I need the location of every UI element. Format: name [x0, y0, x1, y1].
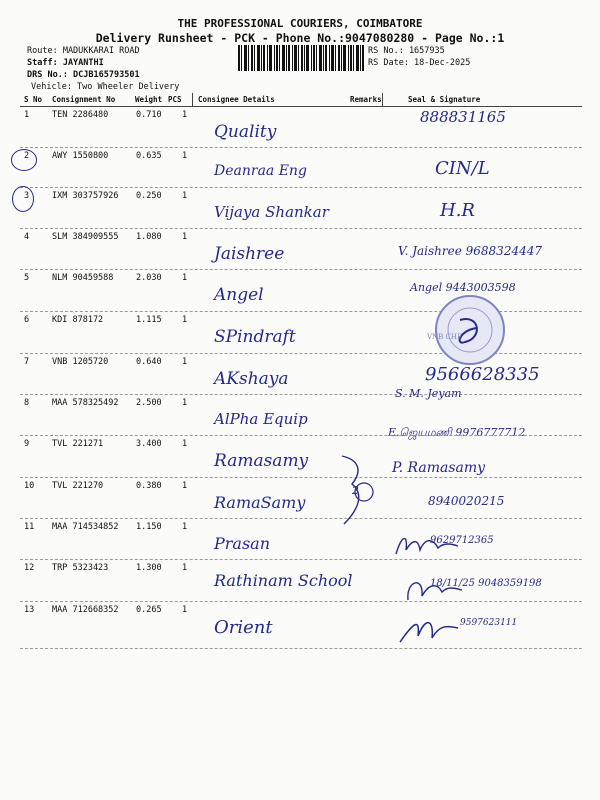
row-sno: 12 [24, 563, 35, 573]
row-consignment-no: SLM 384909555 [52, 232, 119, 242]
rs-date-label: RS Date: 18-Dec-2025 [368, 58, 471, 68]
row-separator [20, 269, 582, 270]
row-pcs: 1 [182, 481, 188, 491]
row-consignee-handwritten: Jaishree [214, 244, 285, 264]
col-seal: Seal & Signature [408, 95, 481, 104]
col-weight: Weight [135, 95, 163, 104]
row-sno: 10 [24, 481, 35, 491]
row-sno: 13 [24, 605, 35, 615]
row-separator [20, 477, 582, 478]
row-seal-signature: 9597623111 [460, 618, 518, 628]
row-consignment-no: MAA 714534852 [52, 522, 119, 532]
row-weight: 1.080 [136, 232, 162, 242]
row-weight: 0.250 [136, 191, 162, 201]
row-consignment-no: TEN 2286480 [52, 110, 109, 120]
col-pcs: PCS [168, 95, 182, 104]
row-pcs: 1 [182, 151, 188, 161]
row-separator [20, 435, 582, 436]
company-seal-stamp [425, 290, 515, 370]
row-consignee-handwritten: Deanraa Eng [214, 163, 307, 179]
row-weight: 2.030 [136, 273, 162, 283]
row-pcs: 1 [182, 439, 188, 449]
row-consignee-handwritten: AKshaya [214, 369, 289, 389]
company-title: THE PROFESSIONAL COURIERS, COIMBATORE [177, 17, 423, 30]
row-consignee-handwritten: Angel [214, 285, 264, 305]
row-weight: 0.380 [136, 481, 162, 491]
row-weight: 1.150 [136, 522, 162, 532]
row-consignee-handwritten: Quality [214, 122, 277, 142]
signature-row7-name: S. M. Jeyam [395, 387, 462, 400]
col-sno: S No [24, 95, 43, 104]
signature-row12 [402, 570, 472, 608]
row-sno: 7 [24, 357, 30, 367]
row-weight: 1.115 [136, 315, 162, 325]
col-consignee: Consignee Details [198, 95, 275, 104]
row-separator [20, 559, 582, 560]
row-consignee-handwritten: Orient [214, 617, 273, 638]
header-rule [20, 106, 582, 107]
row-seal-signature: 8940020215 [428, 494, 505, 508]
row-consignment-no: MAA 712668352 [52, 605, 119, 615]
row-pcs: 1 [182, 110, 188, 120]
row-weight: 0.710 [136, 110, 162, 120]
row-separator [20, 187, 582, 188]
row-seal-signature: 18/11/25 9048359198 [430, 578, 542, 589]
row-pcs: 1 [182, 232, 188, 242]
bracket-mark-label: 2 [352, 484, 359, 497]
row-seal-signature: H.R [440, 200, 475, 221]
row-pcs: 1 [182, 191, 188, 201]
col-consignment: Consignment No [52, 95, 116, 104]
vehicle-label: Vehicle: Two Wheeler Delivery [31, 82, 180, 92]
row-consignment-no: TVL 221270 [52, 481, 104, 491]
row-weight: 0.265 [136, 605, 162, 615]
row-weight: 3.400 [136, 439, 162, 449]
row-sno: 5 [24, 273, 30, 283]
row-sno: 4 [24, 232, 30, 242]
signature-row13 [396, 610, 466, 650]
row-sno: 1 [24, 110, 30, 120]
row-weight: 0.640 [136, 357, 162, 367]
drs-label: DRS No.: DCJB165793501 [27, 70, 140, 80]
row-pcs: 1 [182, 398, 188, 408]
rs-no-label: RS No.: 1657935 [368, 46, 445, 56]
row-consignment-no: TRP 5323423 [52, 563, 109, 573]
row-sno: 6 [24, 315, 30, 325]
row-weight: 2.500 [136, 398, 162, 408]
bracket-mark [340, 452, 380, 532]
row-pcs: 1 [182, 315, 188, 325]
row-pcs: 1 [182, 563, 188, 573]
table-end-rule [20, 648, 582, 649]
row-weight: 0.635 [136, 151, 162, 161]
row-separator [20, 228, 582, 229]
row-consignee-handwritten: Vijaya Shankar [214, 203, 329, 221]
row-seal-signature: P. Ramasamy [392, 460, 486, 476]
row-consignment-no: VNB 1205720 [52, 357, 109, 367]
route-label: Route: MADUKKARAI ROAD [27, 46, 140, 56]
row-consignment-no: KDI 878172 [52, 315, 104, 325]
barcode [238, 45, 364, 71]
row-seal-signature: 9566628335 [425, 364, 540, 385]
stamp-text: VNB CHE [427, 333, 463, 341]
row-separator [20, 147, 582, 148]
row-pcs: 1 [182, 273, 188, 283]
row-consignee-handwritten: AlPha Equip [214, 410, 308, 428]
row-circle-mark [11, 149, 37, 171]
row-consignment-no: TVL 221271 [52, 439, 104, 449]
row-sno: 8 [24, 398, 30, 408]
row-consignee-handwritten: SPindraft [214, 327, 296, 347]
row-consignment-no: IXM 303757926 [52, 191, 119, 201]
row-seal-signature: 888831165 [420, 108, 506, 126]
row-consignment-no: NLM 90459588 [52, 273, 114, 283]
row-separator [20, 518, 582, 519]
row-pcs: 1 [182, 605, 188, 615]
staff-label: Staff: JAYANTHI [27, 58, 104, 68]
row-consignee-handwritten: Ramasamy [214, 451, 309, 471]
row-sno: 9 [24, 439, 30, 449]
row-seal-signature: 9629712365 [430, 535, 494, 546]
row-consignee-handwritten: Rathinam School [214, 571, 353, 590]
row-consignee-handwritten: Prasan [214, 534, 271, 553]
runsheet-subtitle: Delivery Runsheet - PCK - Phone No.:9047080280 - Page No.:1 [95, 31, 505, 45]
col-divider [192, 93, 193, 107]
row-seal-signature: V. Jaishree 9688324447 [398, 244, 542, 258]
row-separator [20, 394, 582, 395]
row-seal-signature: E.ஜெயமணி 9976777712 [388, 426, 526, 439]
row-weight: 1.300 [136, 563, 162, 573]
row-sno: 2 [24, 151, 30, 161]
row-seal-signature: Angel 9443003598 [410, 281, 516, 294]
signature-row11 [392, 530, 462, 560]
col-divider [382, 93, 383, 107]
row-sno: 3 [24, 191, 30, 201]
row-consignee-handwritten: RamaSamy [214, 493, 306, 512]
row-separator [20, 601, 582, 602]
row-consignment-no: AWY 1550800 [52, 151, 109, 161]
col-remarks: Remarks [350, 95, 382, 104]
row-pcs: 1 [182, 522, 188, 532]
row-seal-signature: CIN/L [435, 158, 490, 179]
row-consignment-no: MAA 578325492 [52, 398, 119, 408]
row-circle-mark [12, 186, 34, 212]
row-sno: 11 [24, 522, 35, 532]
row-pcs: 1 [182, 357, 188, 367]
